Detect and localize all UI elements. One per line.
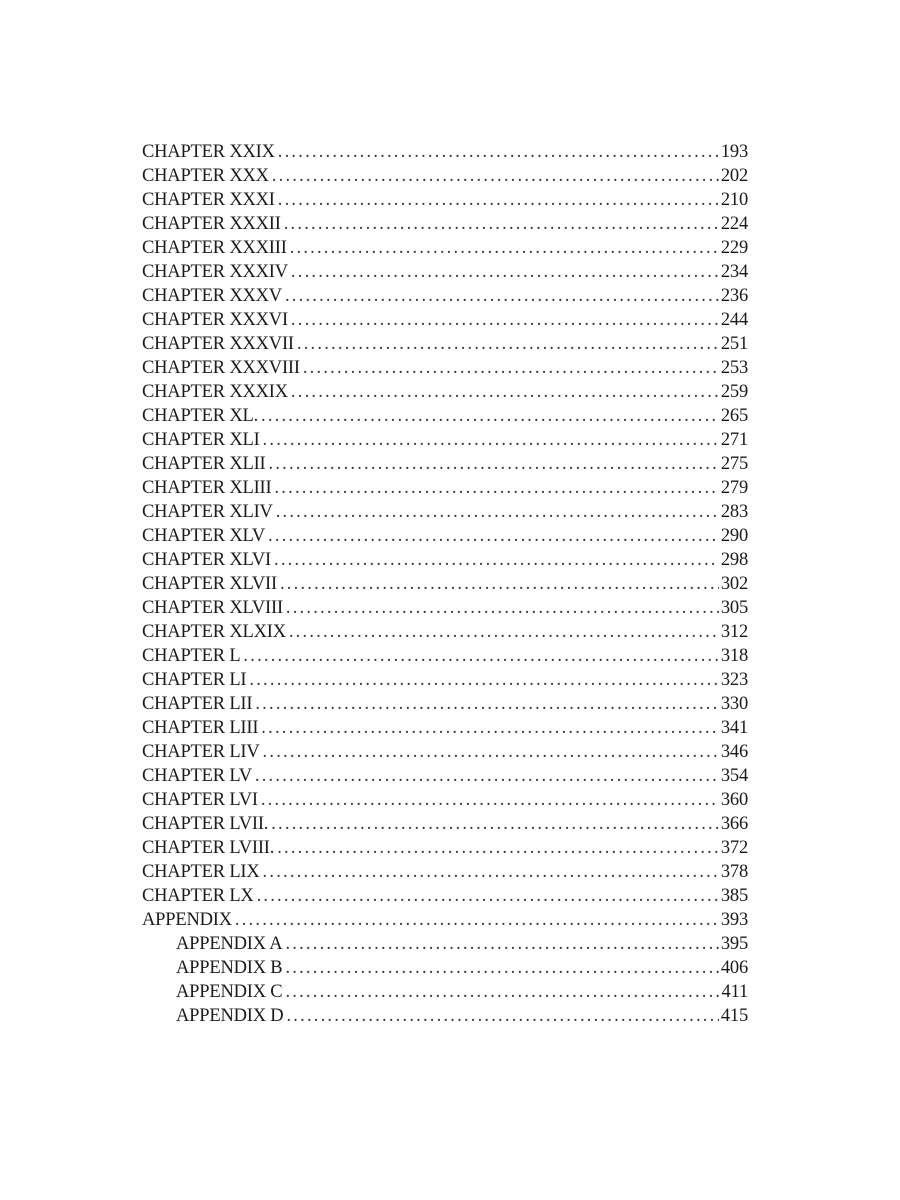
dot-leader <box>289 620 719 644</box>
dot-leader <box>286 596 719 620</box>
toc-entry-title: CHAPTER XLV <box>142 526 266 546</box>
dot-leader <box>285 284 719 308</box>
toc-entry[interactable] <box>142 1004 748 1028</box>
toc-entry[interactable] <box>142 524 748 548</box>
dot-leader <box>278 140 719 164</box>
toc-entry-title: CHAPTER XXXIII <box>142 238 287 258</box>
toc-entry-page-number: 411 <box>721 982 748 1002</box>
toc-entry-title: CHAPTER L <box>142 646 241 666</box>
toc-entry[interactable] <box>142 236 748 260</box>
toc-entry-title: CHAPTER XLVI <box>142 550 271 570</box>
toc-entry-title: CHAPTER XXIX <box>142 142 275 162</box>
toc-entry[interactable] <box>142 668 748 692</box>
toc-entry-title: CHAPTER LII <box>142 694 253 714</box>
dot-leader <box>269 452 719 476</box>
toc-entry[interactable] <box>142 644 748 668</box>
dot-leader <box>255 764 719 788</box>
dot-leader <box>249 668 718 692</box>
dot-leader <box>285 980 719 1004</box>
toc-entry-page-number: 265 <box>720 406 748 426</box>
dot-leader <box>263 428 719 452</box>
dot-leader <box>257 884 719 908</box>
toc-entry-title: CHAPTER LX <box>142 886 254 906</box>
dot-leader <box>261 404 719 428</box>
toc-entry-title: CHAPTER XLVIII <box>142 598 283 618</box>
dot-leader <box>285 932 718 956</box>
dot-leader <box>290 236 719 260</box>
toc-entry[interactable] <box>142 380 748 404</box>
toc-entry-page-number: 244 <box>720 310 748 330</box>
toc-entry-title: CHAPTER LI <box>142 670 247 690</box>
toc-entry-page-number: 366 <box>720 814 748 834</box>
toc-entry[interactable] <box>142 548 748 572</box>
toc-entry-title: CHAPTER LVI <box>142 790 258 810</box>
toc-entry-title: CHAPTER XLIV <box>142 502 273 522</box>
dot-leader <box>274 476 718 500</box>
dot-leader <box>268 524 719 548</box>
toc-entry[interactable] <box>142 428 748 452</box>
toc-entry-title: CHAPTER LIII <box>142 718 259 738</box>
toc-entry-title: APPENDIX C <box>176 982 283 1002</box>
toc-entry[interactable] <box>142 860 748 884</box>
toc-entry-page-number: 372 <box>720 838 748 858</box>
toc-entry-page-number: 393 <box>720 910 748 930</box>
toc-entry-title: CHAPTER XXXIV <box>142 262 288 282</box>
toc-entry[interactable] <box>142 452 748 476</box>
dot-leader <box>278 188 719 212</box>
dot-leader <box>272 164 719 188</box>
dot-leader <box>277 836 719 860</box>
dot-leader <box>263 860 719 884</box>
toc-entry-page-number: 234 <box>720 262 748 282</box>
toc-entry[interactable] <box>142 812 748 836</box>
toc-entry-title: APPENDIX D <box>176 1006 284 1026</box>
toc-entry-title: CHAPTER XL. <box>142 406 258 426</box>
toc-entry-page-number: 323 <box>720 670 748 690</box>
dot-leader <box>261 788 719 812</box>
toc-entry[interactable] <box>142 716 748 740</box>
toc-entry[interactable] <box>142 956 748 980</box>
dot-leader <box>243 644 718 668</box>
toc-entry-page-number: 259 <box>720 382 748 402</box>
toc-entry[interactable] <box>142 692 748 716</box>
toc-entry-page-number: 251 <box>720 334 748 354</box>
toc-entry[interactable] <box>142 836 748 860</box>
table-of-contents <box>142 140 748 1028</box>
toc-entry-page-number: 202 <box>720 166 748 186</box>
toc-entry-page-number: 253 <box>720 358 748 378</box>
toc-entry[interactable] <box>142 188 748 212</box>
toc-entry-page-number: 330 <box>720 694 748 714</box>
dot-leader <box>280 572 719 596</box>
toc-entry-page-number: 224 <box>720 214 748 234</box>
toc-entry-page-number: 290 <box>720 526 748 546</box>
toc-entry-page-number: 193 <box>720 142 748 162</box>
toc-entry-title: APPENDIX A <box>176 934 283 954</box>
toc-entry-page-number: 395 <box>720 934 748 954</box>
toc-entry-title: APPENDIX B <box>176 958 283 978</box>
toc-entry-page-number: 210 <box>720 190 748 210</box>
toc-entry-page-number: 283 <box>720 502 748 522</box>
toc-entry[interactable] <box>142 164 748 188</box>
dot-leader <box>286 1004 718 1028</box>
toc-entry[interactable] <box>142 764 748 788</box>
toc-entry-title: APPENDIX <box>142 910 232 930</box>
toc-entry[interactable] <box>142 980 748 1004</box>
toc-entry-page-number: 346 <box>720 742 748 762</box>
toc-entry[interactable] <box>142 356 748 380</box>
toc-entry-title: CHAPTER LV <box>142 766 252 786</box>
toc-entry-title: CHAPTER XXXII <box>142 214 281 234</box>
toc-entry-page-number: 229 <box>720 238 748 258</box>
toc-entry-title: CHAPTER XXXV <box>142 286 282 306</box>
toc-entry[interactable] <box>142 140 748 164</box>
toc-entry-title: CHAPTER XLVII <box>142 574 277 594</box>
toc-entry-title: CHAPTER XXXVII <box>142 334 294 354</box>
toc-entry[interactable] <box>142 620 748 644</box>
toc-entry-title: CHAPTER XXXI <box>142 190 275 210</box>
toc-entry-title: CHAPTER LIX <box>142 862 260 882</box>
toc-entry[interactable] <box>142 740 748 764</box>
dot-leader <box>284 212 719 236</box>
toc-entry[interactable] <box>142 932 748 956</box>
toc-entry[interactable] <box>142 476 748 500</box>
toc-entry[interactable] <box>142 596 748 620</box>
toc-entry[interactable] <box>142 260 748 284</box>
toc-entry-title: CHAPTER LVII. <box>142 814 269 834</box>
toc-entry-title: CHAPTER XXX <box>142 166 269 186</box>
toc-entry-title: CHAPTER XXXVIII <box>142 358 300 378</box>
dot-leader <box>271 812 719 836</box>
toc-entry[interactable] <box>142 332 748 356</box>
dot-leader <box>263 740 719 764</box>
toc-entry-page-number: 415 <box>720 1006 748 1026</box>
toc-entry-page-number: 279 <box>720 478 748 498</box>
toc-entry[interactable] <box>142 404 748 428</box>
toc-entry[interactable] <box>142 908 748 932</box>
toc-entry-page-number: 341 <box>720 718 748 738</box>
toc-entry-page-number: 298 <box>720 550 748 570</box>
toc-entry-title: CHAPTER XXXIX <box>142 382 288 402</box>
toc-entry-page-number: 354 <box>720 766 748 786</box>
toc-entry-title: CHAPTER XLIII <box>142 478 272 498</box>
toc-entry[interactable] <box>142 788 748 812</box>
toc-entry-title: CHAPTER XLI <box>142 430 260 450</box>
toc-entry-title: CHAPTER XLXIX <box>142 622 286 642</box>
toc-entry[interactable] <box>142 308 748 332</box>
toc-entry-page-number: 378 <box>720 862 748 882</box>
toc-entry-page-number: 302 <box>720 574 748 594</box>
toc-entry-page-number: 275 <box>720 454 748 474</box>
dot-leader <box>235 908 719 932</box>
toc-entry-page-number: 318 <box>720 646 748 666</box>
dot-leader <box>276 500 719 524</box>
dot-leader <box>291 260 719 284</box>
toc-entry-page-number: 360 <box>720 790 748 810</box>
toc-entry[interactable] <box>142 212 748 236</box>
toc-entry-title: CHAPTER LVIII. <box>142 838 275 858</box>
dot-leader <box>291 380 719 404</box>
dot-leader <box>261 716 719 740</box>
dot-leader <box>285 956 718 980</box>
toc-entry-page-number: 385 <box>720 886 748 906</box>
toc-entry[interactable] <box>142 572 748 596</box>
dot-leader <box>274 548 719 572</box>
toc-entry-title: CHAPTER XXXVI <box>142 310 288 330</box>
toc-entry-title: CHAPTER LIV <box>142 742 260 762</box>
toc-entry-page-number: 271 <box>720 430 748 450</box>
toc-entry-page-number: 305 <box>720 598 748 618</box>
toc-entry[interactable] <box>142 500 748 524</box>
toc-entry[interactable] <box>142 284 748 308</box>
toc-entry-page-number: 312 <box>720 622 748 642</box>
toc-entry-title: CHAPTER XLII <box>142 454 266 474</box>
dot-leader <box>291 308 719 332</box>
toc-entry[interactable] <box>142 884 748 908</box>
toc-entry-page-number: 406 <box>720 958 748 978</box>
dot-leader <box>303 356 719 380</box>
dot-leader <box>255 692 719 716</box>
toc-entry-page-number: 236 <box>720 286 748 306</box>
dot-leader <box>297 332 719 356</box>
